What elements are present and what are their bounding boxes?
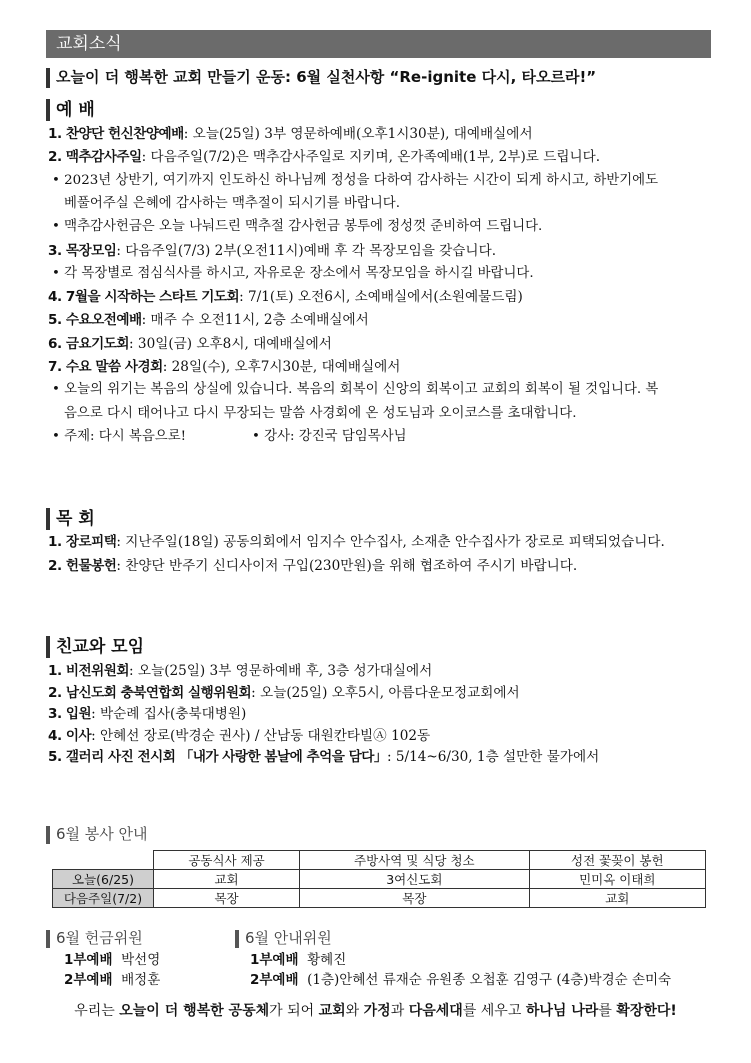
footer-part: 과 — [390, 1003, 409, 1019]
item-label: 4. 7월을 시작하는 스타트 기도회 — [48, 289, 240, 306]
item-label: 2. 헌물봉헌 — [48, 558, 117, 574]
service-heading: 6월 봉사 안내 — [46, 823, 148, 844]
footer-part: 우리는 — [74, 1003, 120, 1019]
footer-part: 하나님 나라 — [525, 1003, 599, 1019]
list-item — [48, 122, 533, 142]
list-item — [48, 702, 246, 722]
item-label: 1. 비전위원회 — [48, 663, 130, 679]
list-item — [48, 530, 665, 550]
table-cell: 교회 — [529, 889, 705, 908]
fellowship-heading: 친교와 모임 — [46, 632, 144, 658]
table-cell: 3여신도회 — [300, 870, 529, 889]
bullet-line: • 오늘의 위기는 복음의 상실에 있습니다. 복음의 회복이 신앙의 회복이고 교회의 회복이 될 것입니다. 복 — [52, 382, 659, 398]
motto-text: 오늘이 더 행복한 교회 만들기 운동: 6월 실천사항 “Re-ignite 다시, 타오르라!” — [56, 68, 597, 86]
list-item — [48, 745, 599, 765]
usher-row: 1부예배 황혜진 — [250, 952, 347, 968]
bullet-line: 베풀어주실 은혜에 감사하는 맥추절이 되시기를 바랍니다. — [64, 195, 400, 211]
item-text: : 지난주일(18일) 공동의회에서 임지수 안수집사, 소재춘 안수집사가 장로로 피택되었습니다. — [116, 534, 665, 550]
table-row-header: 오늘(6/25) — [53, 870, 154, 889]
worship-theme: • 주제: 다시 복음으로! — [52, 429, 187, 444]
item-text: : 안혜선 장로(박경순 권사) / 산남동 대원칸타빌Ⓐ 102동 — [91, 727, 431, 744]
footer-part: 교회 — [318, 1003, 346, 1019]
list-item — [48, 681, 520, 701]
bullet-line: • 맥추감사헌금은 오늘 나눠드린 맥추절 감사헌금 봉투에 정성껏 준비하여 드립니다. — [52, 219, 543, 235]
item-text: : 5/14~6/30, 1층 설만한 물가에서 — [386, 749, 600, 765]
list-item — [48, 239, 496, 259]
footer-part: 와 — [345, 1003, 364, 1019]
table-header-cell — [53, 851, 154, 870]
table-row — [53, 870, 706, 889]
list-item — [48, 554, 577, 574]
footer-part: 가 되어 — [269, 1003, 319, 1019]
offering-row: 2부예배 배정훈 — [64, 972, 161, 988]
table-header-cell: 공동식사 제공 — [154, 851, 300, 870]
item-label: 1. 장로피택 — [48, 534, 117, 550]
worship-speaker: • 강사: 강진국 담임목사님 — [252, 429, 407, 444]
footer-part: 다음세대 — [408, 1003, 463, 1019]
item-text: : 30일(금) 오후8시, 대예배실에서 — [129, 335, 332, 352]
section-marker — [46, 636, 50, 658]
item-text: : 박순례 집사(충북대병원) — [91, 706, 247, 722]
pastoral-heading: 목 회 — [46, 504, 95, 530]
list-item — [48, 285, 523, 305]
item-label: 1. 찬양단 헌신찬양예배 — [48, 126, 184, 142]
section-marker — [235, 930, 239, 948]
footer-motto — [0, 1000, 751, 1020]
usher-heading: 6월 안내위원 — [235, 927, 332, 948]
item-text: : 매주 수 오전11시, 2층 소예배실에서 — [141, 312, 369, 329]
footer-part: 를 — [598, 1003, 617, 1019]
table-header-row — [53, 851, 706, 870]
table-cell: 교회 — [154, 870, 300, 889]
table-header-cell: 주방사역 및 식당 청소 — [300, 851, 529, 870]
bullet-line: 음으로 다시 태어나고 다시 무장되는 말씀 사경회에 온 성도님과 오이코스를 초대합니다. — [64, 405, 577, 421]
item-label: 6. 금요기도회 — [48, 335, 130, 352]
list-item — [48, 332, 332, 352]
section-marker — [46, 508, 50, 530]
footer-part: 가정 — [363, 1003, 391, 1019]
table-cell: 목장 — [154, 889, 300, 908]
table-row — [53, 889, 706, 908]
item-label: 7. 수요 말씀 사경회 — [48, 359, 163, 375]
section-marker — [46, 99, 50, 121]
item-text: : 오늘(25일) 3부 영문하예배(오후1시30분), 대예배실에서 — [183, 126, 533, 142]
footer-part: 확장한다! — [616, 1003, 677, 1019]
item-text: : 다음주일(7/3) 2부(오전11시)예배 후 각 목장모임을 갖습니다. — [116, 242, 497, 259]
bullet-line: • 각 목장별로 점심식사를 하시고, 자유로운 장소에서 목장모임을 하시길 바랍니다. — [52, 265, 534, 281]
item-label: 2. 맥추감사주일 — [48, 149, 142, 166]
item-label: 5. 수요오전예배 — [48, 312, 142, 329]
offering-row: 1부예배 박선영 — [64, 952, 161, 968]
item-label: 2. 남신도회 충북연합회 실행위원회 — [48, 684, 252, 701]
item-text: : 다음주일(7/2)은 맥추감사주일로 지키며, 온가족예배(1부, 2부)로 드립니다. — [141, 149, 601, 166]
table-cell: 목장 — [300, 889, 529, 908]
service-table — [52, 850, 706, 908]
item-label: 4. 이사 — [48, 727, 92, 744]
section-marker — [46, 826, 50, 844]
item-text: : 찬양단 반주기 신디사이저 구입(230만원)을 위해 협조하여 주시기 바랍니다. — [116, 558, 578, 574]
list-item — [48, 724, 430, 744]
item-text: : 오늘(25일) 오후5시, 아름다운모정교회에서 — [251, 684, 520, 701]
usher-row: 2부예배 (1층)안혜선 류재순 유원종 오첩훈 김영구 (4층)박경순 손미숙 — [250, 972, 672, 988]
bullet-line: • 2023년 상반기, 여기까지 인도하신 하나님께 정성을 다하여 감사하는 시간이 되게 하시고, 하반기에도 — [52, 172, 659, 188]
footer-part: 를 세우고 — [462, 1003, 526, 1019]
list-item — [48, 355, 400, 375]
item-label: 3. 목장모임 — [48, 242, 117, 259]
offering-heading: 6월 헌금위원 — [46, 927, 143, 948]
list-item — [48, 145, 600, 165]
footer-part: 오늘이 더 행복한 공동체 — [119, 1003, 270, 1019]
section-marker — [46, 68, 50, 88]
list-item — [48, 659, 432, 679]
section-marker — [46, 930, 50, 948]
item-text: : 28일(수), 오후7시30분, 대예배실에서 — [162, 359, 401, 375]
table-cell: 민미옥 이태희 — [529, 870, 705, 889]
list-item — [48, 308, 369, 328]
motto-heading — [46, 66, 596, 88]
item-text: : 오늘(25일) 3부 영문하예배 후, 3층 성가대실에서 — [129, 663, 433, 679]
table-header-cell: 성전 꽃꽂이 봉헌 — [529, 851, 705, 870]
item-text: : 7/1(토) 오전6시, 소예배실에서(소원예물드림) — [239, 289, 523, 306]
item-label: 3. 입원 — [48, 706, 92, 722]
table-row-header: 다음주일(7/2) — [53, 889, 154, 908]
page-header: 교회소식 — [46, 30, 711, 58]
item-label: 5. 갤러리 사진 전시회 「내가 사랑한 봄날에 추억을 담다」 — [48, 749, 387, 765]
worship-heading: 예 배 — [46, 95, 95, 121]
